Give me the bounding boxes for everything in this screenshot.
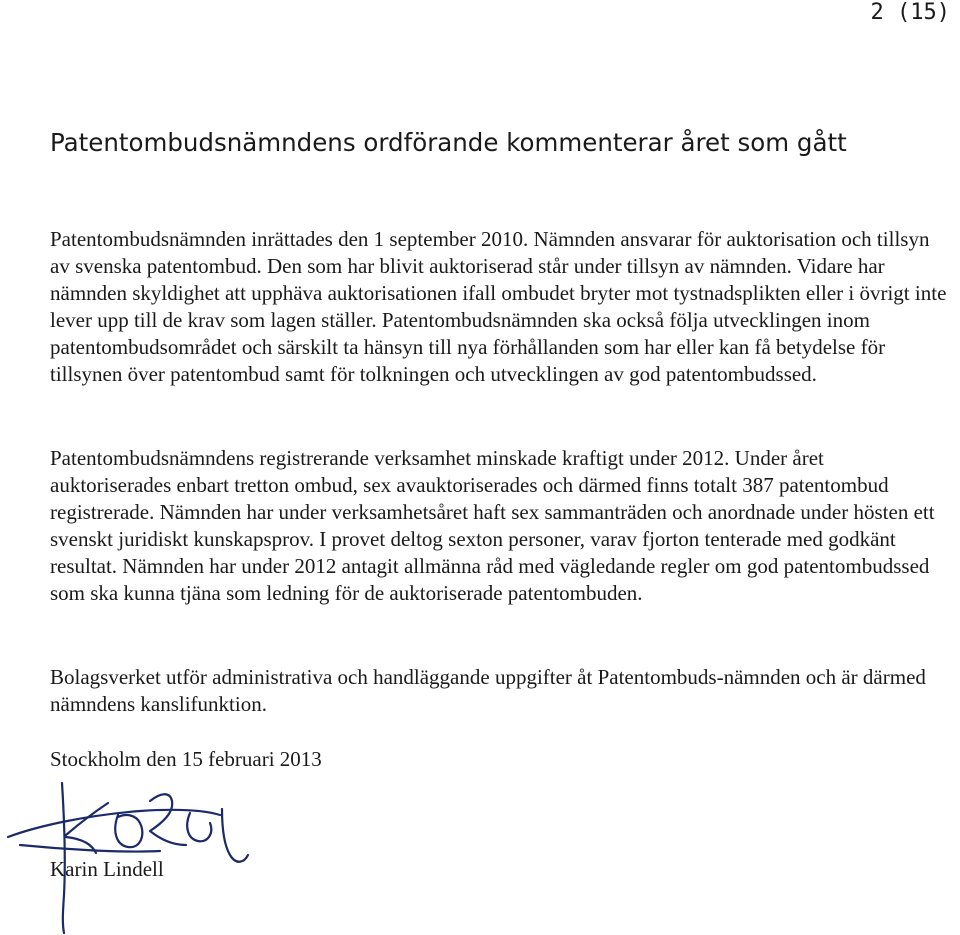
place-and-date: Stockholm den 15 februari 2013 — [50, 747, 322, 771]
signatory-name: Karin Lindell — [50, 857, 164, 881]
page-number: 2 (15) — [870, 0, 950, 25]
handwritten-signature — [0, 775, 260, 935]
paragraph-activities: Patentombudsnämndens registrerande verksamhet minskade kraftigt under 2012. Under året auktoriserades enbart tretton ombud, sex avauktoriserades och därmed finns totalt 387 patentombud registrerade. Nämnden har under verksamhetsåret haft sex sammanträden och anordnade under hösten ett svenskt juridiskt kunskapsprov. I provet deltog sexton personer, varav fjorton tenterade med godkänt resultat. Nämnden har under 2012 antagit allmänna råd med vägledande regler om god patentombudssed som ska kunna tjäna som ledning för de auktoriserade patentombuden. — [50, 446, 935, 605]
paragraph-administration: Bolagsverket utför administrativa och handläggande uppgifter åt Patentombuds-nämnden och är därmed nämndens kanslifunktion. — [50, 665, 926, 716]
paragraph-introduction: Patentombudsnämnden inrättades den 1 september 2010. Nämnden ansvarar för auktorisation och tillsyn av svenska patentombud. Den som har blivit auktoriserad står under tillsyn av nämnden. Vidare har nämnden skyldighet att upphäva auktorisationen ifall ombudet bryter mot tystnadsplikten eller i övrigt inte lever upp till de krav som lagen ställer. Patentombudsnämnden ska också följa utvecklingen inom patentombudsområdet och särskilt ta hänsyn till nya förhållanden som har eller kan få betydelse för tillsynen över patentombud samt för tolkningen och utvecklingen av god patentombudssed. — [50, 227, 947, 386]
document-title: Patentombudsnämndens ordförande kommenterar året som gått — [50, 128, 847, 157]
